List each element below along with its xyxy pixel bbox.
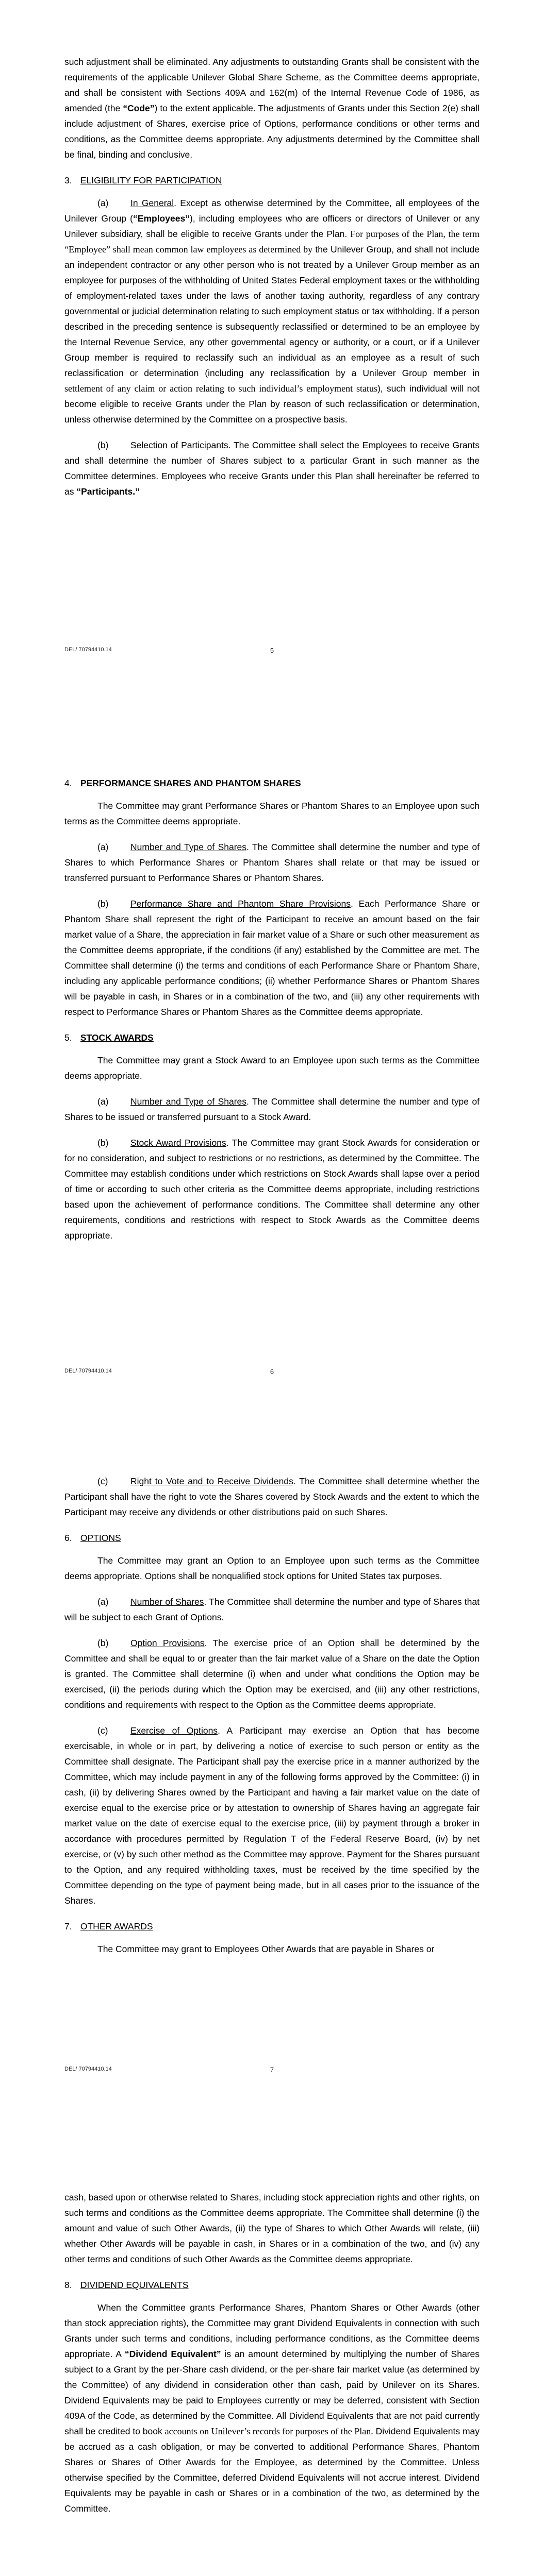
paragraph-7-intro: The Committee may grant to Employees Other Awards that are payable in Shares or (97, 1944, 435, 1954)
paragraph-6-intro: The Committee may grant an Option to an Employee upon such terms as the Committee deems appropriate. Options shall be nonqualified stock options for United States tax purposes. (64, 1555, 480, 1581)
document-page-6 (0, 770, 544, 1383)
page-footer (64, 647, 480, 662)
page-footer (64, 1368, 480, 1383)
page-body (64, 1473, 480, 2066)
page-footer (64, 2066, 480, 2081)
paragraph-6b: (b) Option Provisions. The exercise price of an Option shall be determined by the Committee and shall be equal to or greater than the fair market value of a Share on the date the Option is granted. The Committee shall determine (i) when and under what conditions the Option may be exercised, (ii) the periods during which the Option may be exercised, and (iii) any other restrictions, conditions and requirements with respect to the Option as the Committee deems appropriate. (64, 1638, 480, 1710)
page-body (64, 54, 480, 647)
page-body (64, 775, 480, 1368)
section-7-heading: 7. OTHER AWARDS (64, 1921, 153, 1931)
page-number: 7 (270, 2066, 274, 2074)
paragraph-5a: (a) Number and Type of Shares. The Committee shall determine the number and type of Shares to be issued or transferred pursuant to a Stock Award. (64, 1096, 480, 1122)
paragraph-7-continued: cash, based upon or otherwise related to Shares, including stock appreciation rights and other rights, on such terms and conditions as the Committee deems appropriate. The Committee shall determine (i) the amount and value of such Other Awards, (ii) the type of Shares to which Other Awards will relate, (iii) whether Other Awards will be payable in cash, in Shares or in a combination of the two, and (iv) any other terms and conditions of such Other Awards as the Committee deems appropriate. (64, 2192, 480, 2264)
section-8-heading: 8. DIVIDEND EQUIVALENTS (64, 2280, 189, 2290)
footer-doc-code: DEL/ 70794410.14 (64, 2066, 112, 2072)
paragraph-4a: (a) Number and Type of Shares. The Committee shall determine the number and type of Shares to which Performance Shares or Phantom Shares shall relate or that may be issued or transferred pursuant to Performance Shares or Phantom Shares. (64, 842, 480, 883)
section-4-heading: 4. PERFORMANCE SHARES AND PHANTOM SHARES (64, 778, 301, 788)
page-body (64, 2190, 480, 2576)
paragraph-6a: (a) Number of Shares. The Committee shall determine the number and type of Shares that will be subject to each Grant of Options. (64, 1597, 480, 1622)
paragraph-4b: (b) Performance Share and Phantom Share Provisions. Each Performance Share or Phantom Share shall represent the right of the Participant to receive an amount based on the fair market value of a Share, the appreciation in fair market value of a Share or such other measurement as the Committee deems appropriate, if the conditions (if any) established by the Committee are met. The Committee shall determine (i) the terms and conditions of each Performance Share or Phantom Share, including any applicable performance conditions; (ii) whether Performance Shares or Phantom Shares will be payable in cash, in Shares or in a combination of the two, and (iii) any other requirements with respect to Performance Shares or Phantom Shares as the Committee deems appropriate. (64, 899, 480, 1017)
paragraph-3a: (a) In General. Except as otherwise determined by the Committee, all employees of the Unilever Group (“Employees”), including employees who are officers or directors of Unilever or any Unilever subsidiary, shall be eligible to receive Grants under the Plan. For purposes of the Plan, the term “Employee” shall mean common law employees as determined by the Unilever Group, and shall not include an independent contractor or any other person who is not treated by a Unilever Group member as an employee for purposes of the withholding of United States Federal employment taxes or the withholding of employment-related taxes under the laws of another taxing authority, regardless of any contrary governmental or judicial determination relating to such employment status or tax withholding. If a person described in the preceding sentence is subsequently reclassified or determined to be an employee by the Internal Revenue Service, any other governmental agency or authority, or a court, or if a Unilever Group member is required to reclassify such an individual as an employee as a result of such reclassification or determination (including any reclassification by a Unilever Group member in settlement of any claim or action relating to such individual’s employment status), such individual will not become eligible to receive Grants under the Plan by reason of such reclassification or determination, unless otherwise determined by the Committee on a prospective basis. (64, 198, 480, 425)
footer-doc-code: DEL/ 70794410.14 (64, 1368, 112, 1374)
document-page-7 (0, 1473, 544, 2081)
paragraph-6c: (c) Exercise of Options. A Participant may exercise an Option that has become exercisable, in whole or in part, by delivering a notice of exercise to such person or entity as the Committee shall designate. The Participant shall pay the exercise price in a manner authorized by the Committee, which may include payment in any of the following forms approved by the Committee: (i) in cash, (ii) by delivering Shares owned by the Participant and having a fair market value on the date of exercise equal to the exercise price or by attestation to ownership of Shares having an aggregate fair market value on the date of exercise equal to the exercise price, (iii) by payment through a broker in accordance with procedures permitted by Regulation T of the Federal Reserve Board, (iv) by net exercise, or (v) by such other method as the Committee may approve. Payment for the Shares pursuant to the Option, and any required withholding taxes, must be received by the time specified by the Committee depending on the type of payment being made, but in all cases prior to the issuance of the Shares. (64, 1725, 480, 1906)
footer-doc-code: DEL/ 70794410.14 (64, 647, 112, 653)
paragraph-5-intro: The Committee may grant a Stock Award to an Employee upon such terms as the Committee deems appropriate. (64, 1055, 480, 1081)
paragraph-adjustments: such adjustment shall be eliminated. Any adjustments to outstanding Grants shall be consistent with the requirements of the applicable Unilever Global Share Scheme, as the Committee deems appropriate, and shall be consistent with Sections 409A and 162(m) of the Internal Revenue Code of 1986, as amended (the “Code”) to the extent applicable. The adjustments of Grants under this Section 2(e) shall include adjustment of Shares, exercise price of Options, performance conditions or other terms and conditions, as the Committee deems appropriate. Any adjustments determined by the Committee shall be final, binding and conclusive. (64, 57, 480, 160)
paragraph-4-intro: The Committee may grant Performance Shares or Phantom Shares to an Employee upon such terms as the Committee deems appropriate. (64, 801, 480, 826)
document-page-5 (0, 54, 544, 662)
document-page-8 (0, 2190, 544, 2576)
page-number: 5 (270, 647, 274, 654)
section-6-heading: 6. OPTIONS (64, 1533, 121, 1543)
page-number: 6 (270, 1368, 274, 1376)
section-5-heading: 5. STOCK AWARDS (64, 1032, 154, 1043)
paragraph-5c: (c) Right to Vote and to Receive Dividends. The Committee shall determine whether the Participant shall have the right to vote the Shares covered by Stock Awards and the extent to which the Participant may receive any dividends or other distributions paid on such Shares. (64, 1476, 480, 1517)
paragraph-5b: (b) Stock Award Provisions. The Committee may grant Stock Awards for consideration or for no consideration, and subject to restrictions or no restrictions, as determined by the Committee. The Committee may establish conditions under which restrictions on Stock Awards shall lapse over a period of time or according to such other criteria as the Committee deems appropriate, including restrictions based upon the achievement of performance conditions. The Committee shall determine any other requirements, conditions and restrictions with respect to Stock Awards as the Committee deems appropriate. (64, 1138, 480, 1241)
paragraph-3b: (b) Selection of Participants. The Committee shall select the Employees to receive Grants and shall determine the number of Shares subject to a particular Grant in such manner as the Committee determines. Employees who receive Grants under this Plan shall hereinafter be referred to as “Participants.” (64, 440, 480, 497)
paragraph-8: When the Committee grants Performance Shares, Phantom Shares or Other Awards (other than stock appreciation rights), the Committee may grant Dividend Equivalents in connection with such Grants under such terms and conditions, including performance conditions, as the Committee deems appropriate. A “Dividend Equivalent” is an amount determined by multiplying the number of Shares subject to a Grant by the per-Share cash dividend, or the per-share fair market value (as determined by the Committee) of any dividend in consideration other than cash, paid by Unilever on its Shares. Dividend Equivalents may be paid to Employees currently or may be deferred, consistent with Section 409A of the Code, as determined by the Committee. All Dividend Equivalents that are not paid currently shall be credited to book accounts on Unilever’s records for purposes of the Plan. Dividend Equivalents may be accrued as a cash obligation, or may be converted to additional Performance Shares, Phantom Shares or Shares of Other Awards for the Employee, as determined by the Committee. Unless otherwise specified by the Committee, deferred Dividend Equivalents will not accrue interest. Dividend Equivalents may be payable in cash or Shares or in a combination of the two, as determined by the Committee. (64, 2302, 480, 2514)
section-3-heading: 3. ELIGIBILITY FOR PARTICIPATION (64, 175, 222, 185)
